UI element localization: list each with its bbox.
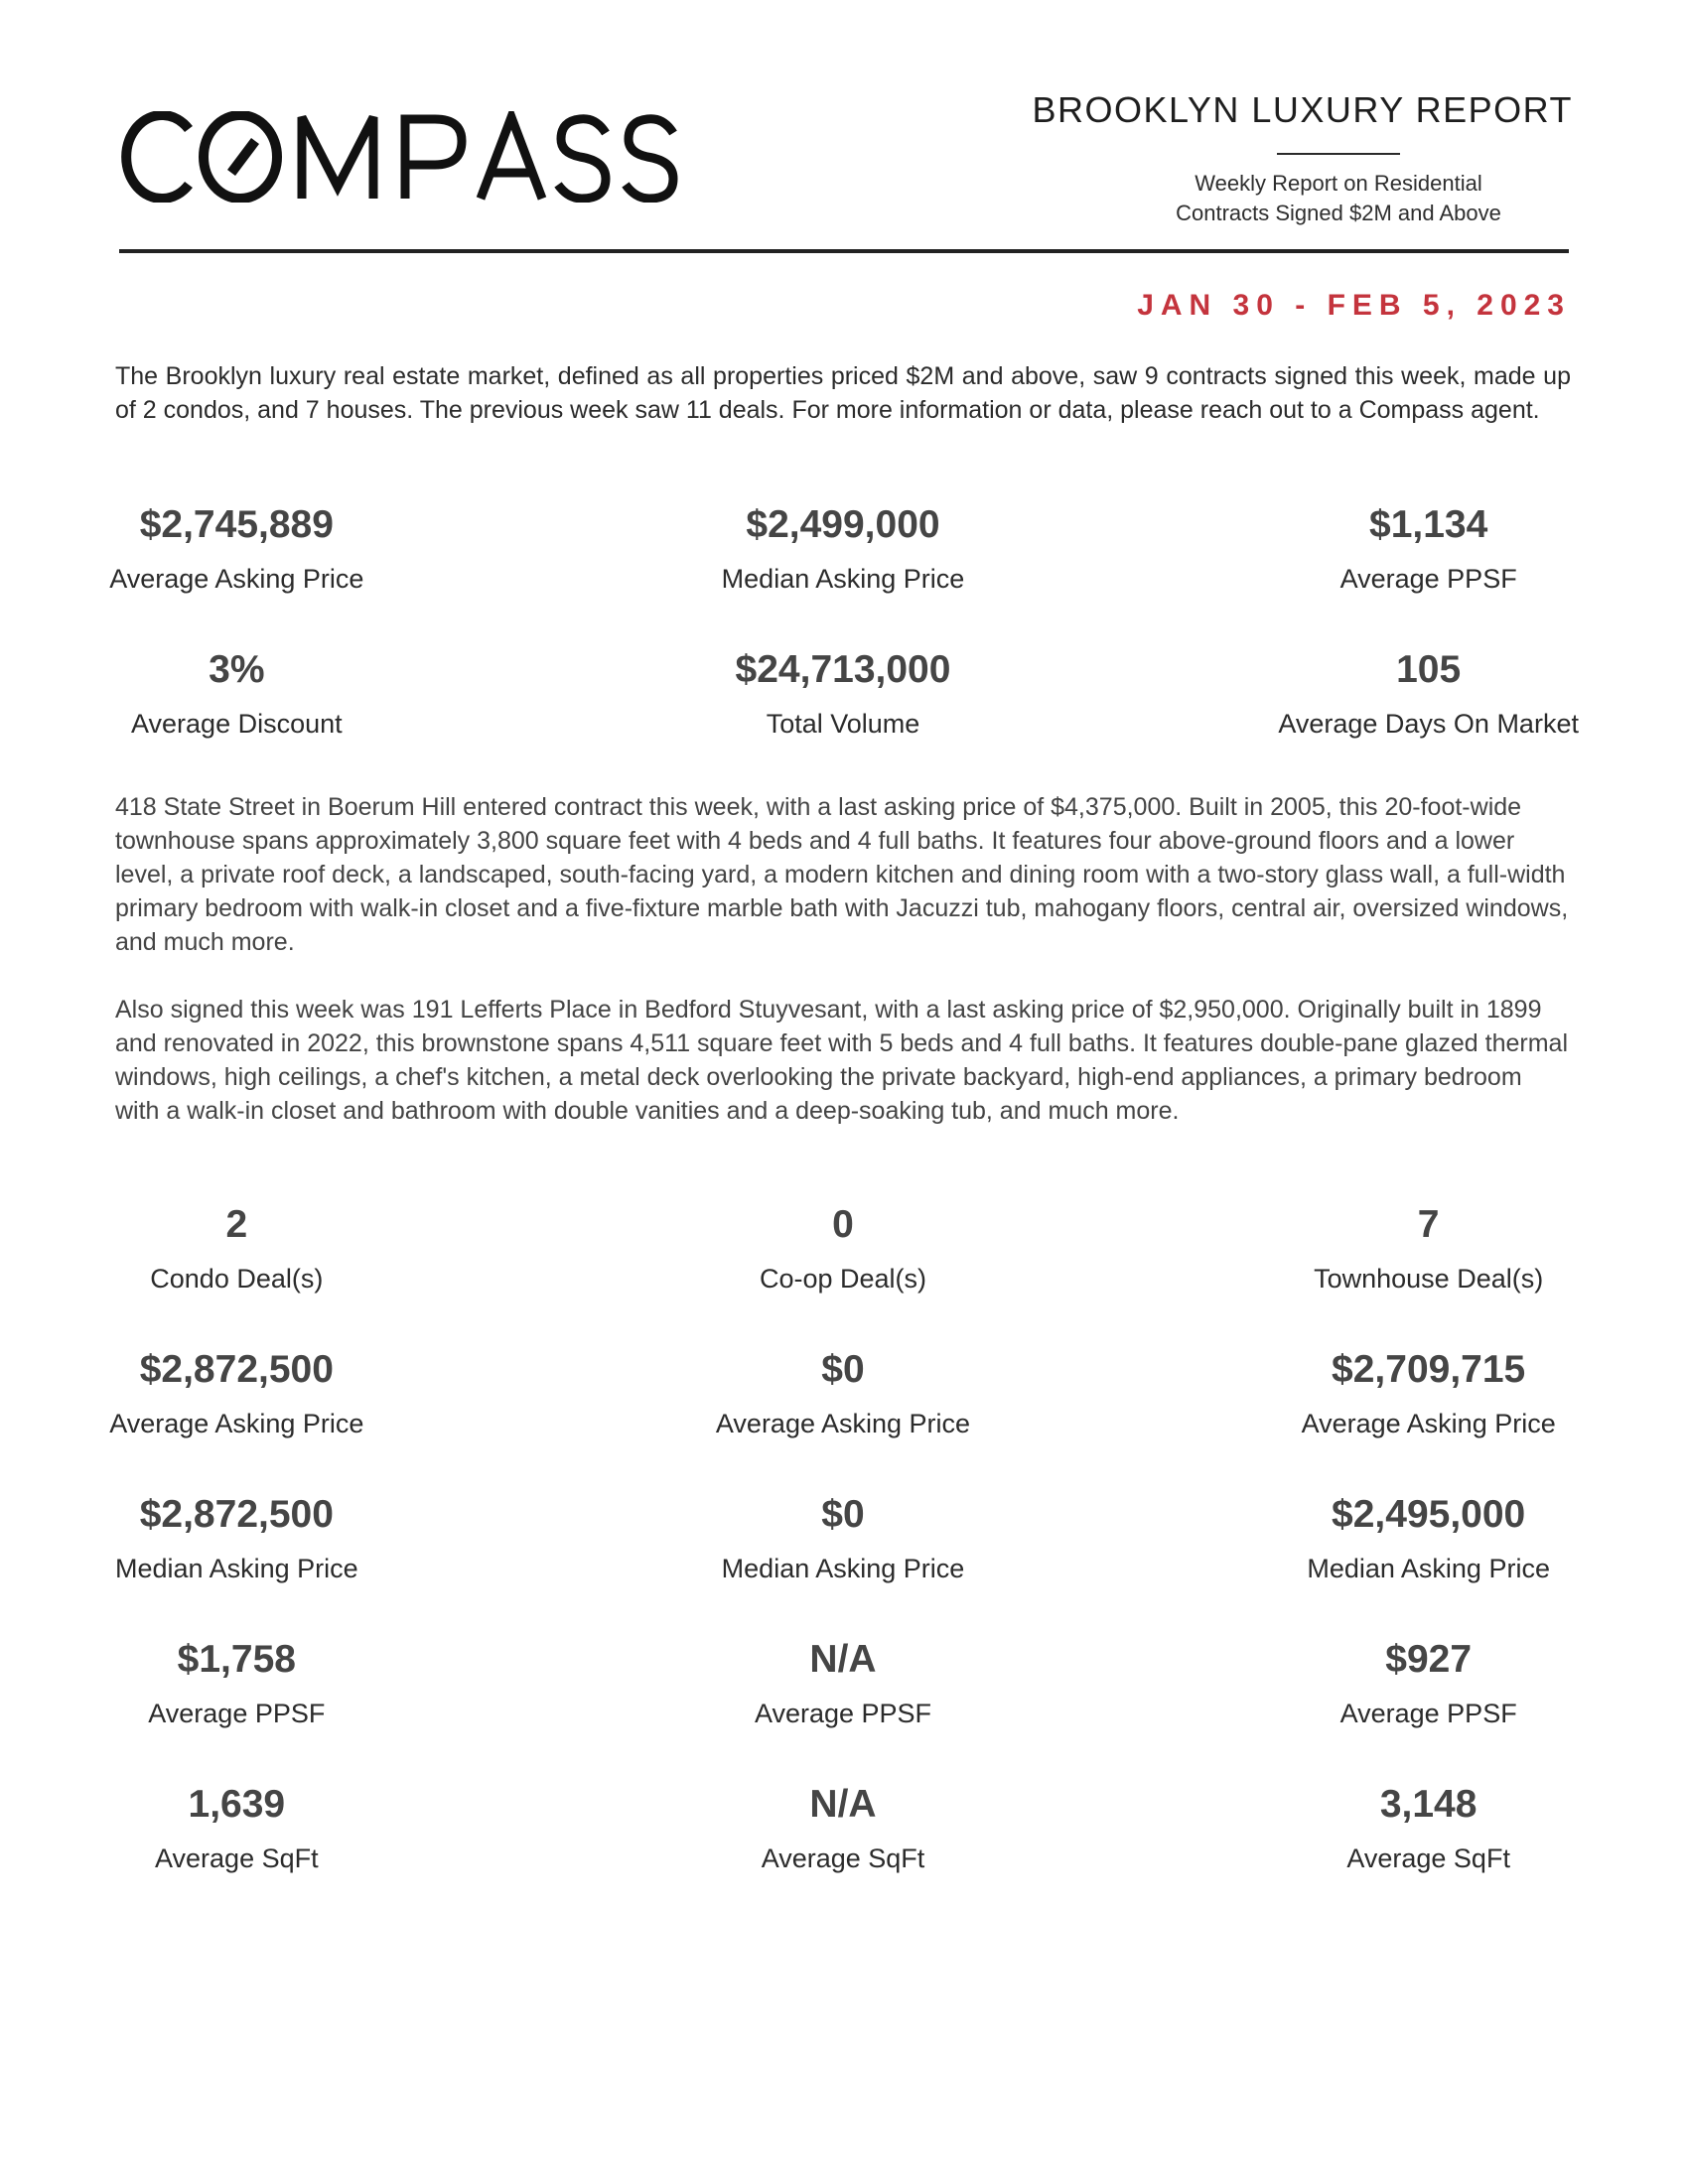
coop-average-sqft xyxy=(601,1776,1086,1921)
townhouse-deals xyxy=(1186,1196,1671,1341)
stat-average-discount xyxy=(0,641,480,786)
coop-median-asking-price xyxy=(601,1486,1086,1631)
title-divider xyxy=(1277,153,1400,155)
stat-value: $0 xyxy=(821,1493,865,1536)
stat-median-asking-price xyxy=(601,496,1086,641)
stat-value: $0 xyxy=(821,1348,865,1391)
townhouse-median-asking-price xyxy=(1186,1486,1671,1631)
stat-value: $1,758 xyxy=(177,1638,296,1681)
condo-deals xyxy=(0,1196,480,1341)
stat-label: Average PPSF xyxy=(1339,564,1517,594)
stat-label: Co-op Deal(s) xyxy=(759,1264,927,1294)
stat-value: $2,872,500 xyxy=(139,1348,334,1391)
stat-value: $2,495,000 xyxy=(1332,1493,1526,1536)
stat-value: $927 xyxy=(1385,1638,1473,1681)
stat-label: Average PPSF xyxy=(754,1699,932,1728)
compass-wordmark-icon xyxy=(119,111,735,203)
condo-median-asking-price xyxy=(0,1486,480,1631)
stat-label: Average Days On Market xyxy=(1278,709,1579,739)
intro-paragraph: The Brooklyn luxury real estate market, defined as all properties priced $2M and above, saw 9 contracts signed this week, made up of 2 condos, and 7 houses. The previous week saw 11 deals. For more information or data, please reach out to a Compass agent. xyxy=(115,362,1571,424)
report-title: BROOKLYN LUXURY REPORT xyxy=(1032,89,1573,130)
stat-label: Median Asking Price xyxy=(721,564,965,594)
stat-value: $2,872,500 xyxy=(139,1493,334,1536)
stat-label: Average Asking Price xyxy=(109,1409,364,1438)
stat-label: Median Asking Price xyxy=(1307,1554,1550,1583)
stat-label: Condo Deal(s) xyxy=(150,1264,324,1294)
stat-label: Average SqFt xyxy=(761,1843,925,1873)
townhouse-average-ppsf xyxy=(1186,1631,1671,1776)
stat-value: $1,134 xyxy=(1369,503,1488,546)
stat-average-asking-price xyxy=(0,496,480,641)
stat-value: $24,713,000 xyxy=(735,648,951,691)
stat-value: 3,148 xyxy=(1379,1783,1477,1826)
stat-value: 0 xyxy=(832,1203,854,1246)
compass-logo xyxy=(119,111,735,203)
report-subtitle-line-2: Contracts Signed $2M and Above xyxy=(1176,201,1501,225)
stat-value: 105 xyxy=(1396,648,1462,691)
coop-deals xyxy=(601,1196,1086,1341)
stat-label: Average PPSF xyxy=(148,1699,326,1728)
stat-label: Total Volume xyxy=(766,709,920,739)
stat-label: Average Discount xyxy=(131,709,343,739)
stat-value: 2 xyxy=(225,1203,248,1246)
stat-label: Average SqFt xyxy=(1346,1843,1510,1873)
report-subtitle-line-1: Weekly Report on Residential xyxy=(1195,171,1482,196)
report-subtitle xyxy=(1060,169,1617,228)
stat-label: Average SqFt xyxy=(155,1843,319,1873)
stat-value: 7 xyxy=(1417,1203,1440,1246)
townhouse-average-asking-price xyxy=(1186,1341,1671,1486)
stat-value: $2,499,000 xyxy=(746,503,940,546)
stat-average-days-on-market xyxy=(1186,641,1671,786)
stat-label: Median Asking Price xyxy=(721,1554,965,1583)
stat-label: Average Asking Price xyxy=(109,564,364,594)
coop-average-asking-price xyxy=(601,1341,1086,1486)
stat-label: Average PPSF xyxy=(1339,1699,1517,1728)
report-title-block xyxy=(1017,87,1573,228)
property-highlight-2: Also signed this week was 191 Lefferts Place in Bedford Stuyvesant, with a last asking price of $2,950,000. Originally built in 1899 and renovated in 2022, this brownstone spans 4,511 square feet with 5 beds and 4 full baths. It features double-pane glazed thermal windows, high ceilings, a chef's kitchen, a metal deck overlooking the private backyard, high-end appliances, a primary bedroom with a walk-in closet and bathroom with double vanities and a deep-soaking tub, and much more. xyxy=(115,996,1569,1125)
townhouse-average-sqft xyxy=(1186,1776,1671,1921)
condo-average-asking-price xyxy=(0,1341,480,1486)
header-divider xyxy=(119,249,1569,253)
stat-average-ppsf xyxy=(1186,496,1671,641)
stat-value: N/A xyxy=(809,1638,877,1681)
stat-value: N/A xyxy=(809,1783,877,1826)
condo-average-ppsf xyxy=(0,1631,480,1776)
summary-stats xyxy=(109,496,1579,786)
stat-label: Townhouse Deal(s) xyxy=(1314,1264,1544,1294)
stat-label: Median Asking Price xyxy=(115,1554,358,1583)
stat-label: Average Asking Price xyxy=(1301,1409,1556,1438)
stat-label: Average Asking Price xyxy=(715,1409,971,1438)
date-range: JAN 30 - FEB 5, 2023 xyxy=(1137,289,1571,322)
property-type-breakdown xyxy=(109,1196,1571,1921)
stat-value: $2,745,889 xyxy=(139,503,334,546)
stat-value: $2,709,715 xyxy=(1332,1348,1526,1391)
condo-average-sqft xyxy=(0,1776,480,1921)
stat-value: 3% xyxy=(209,648,265,691)
stat-value: 1,639 xyxy=(188,1783,286,1826)
coop-average-ppsf xyxy=(601,1631,1086,1776)
stat-total-volume xyxy=(601,641,1086,786)
property-highlight-1: 418 State Street in Boerum Hill entered contract this week, with a last asking price of $4,375,000. Built in 2005, this 20-foot-wide townhouse spans approximately 3,800 square feet with 4 beds and 4 full baths. It features four above-ground floors and a lower level, a private roof deck, a landscaped, south-facing yard, a modern kitchen and dining room with a two-story glass wall, a full-width primary bedroom with walk-in closet and a five-fixture marble bath with Jacuzzi tub, mahogany floors, central air, oversized windows, and much more. xyxy=(115,793,1569,956)
